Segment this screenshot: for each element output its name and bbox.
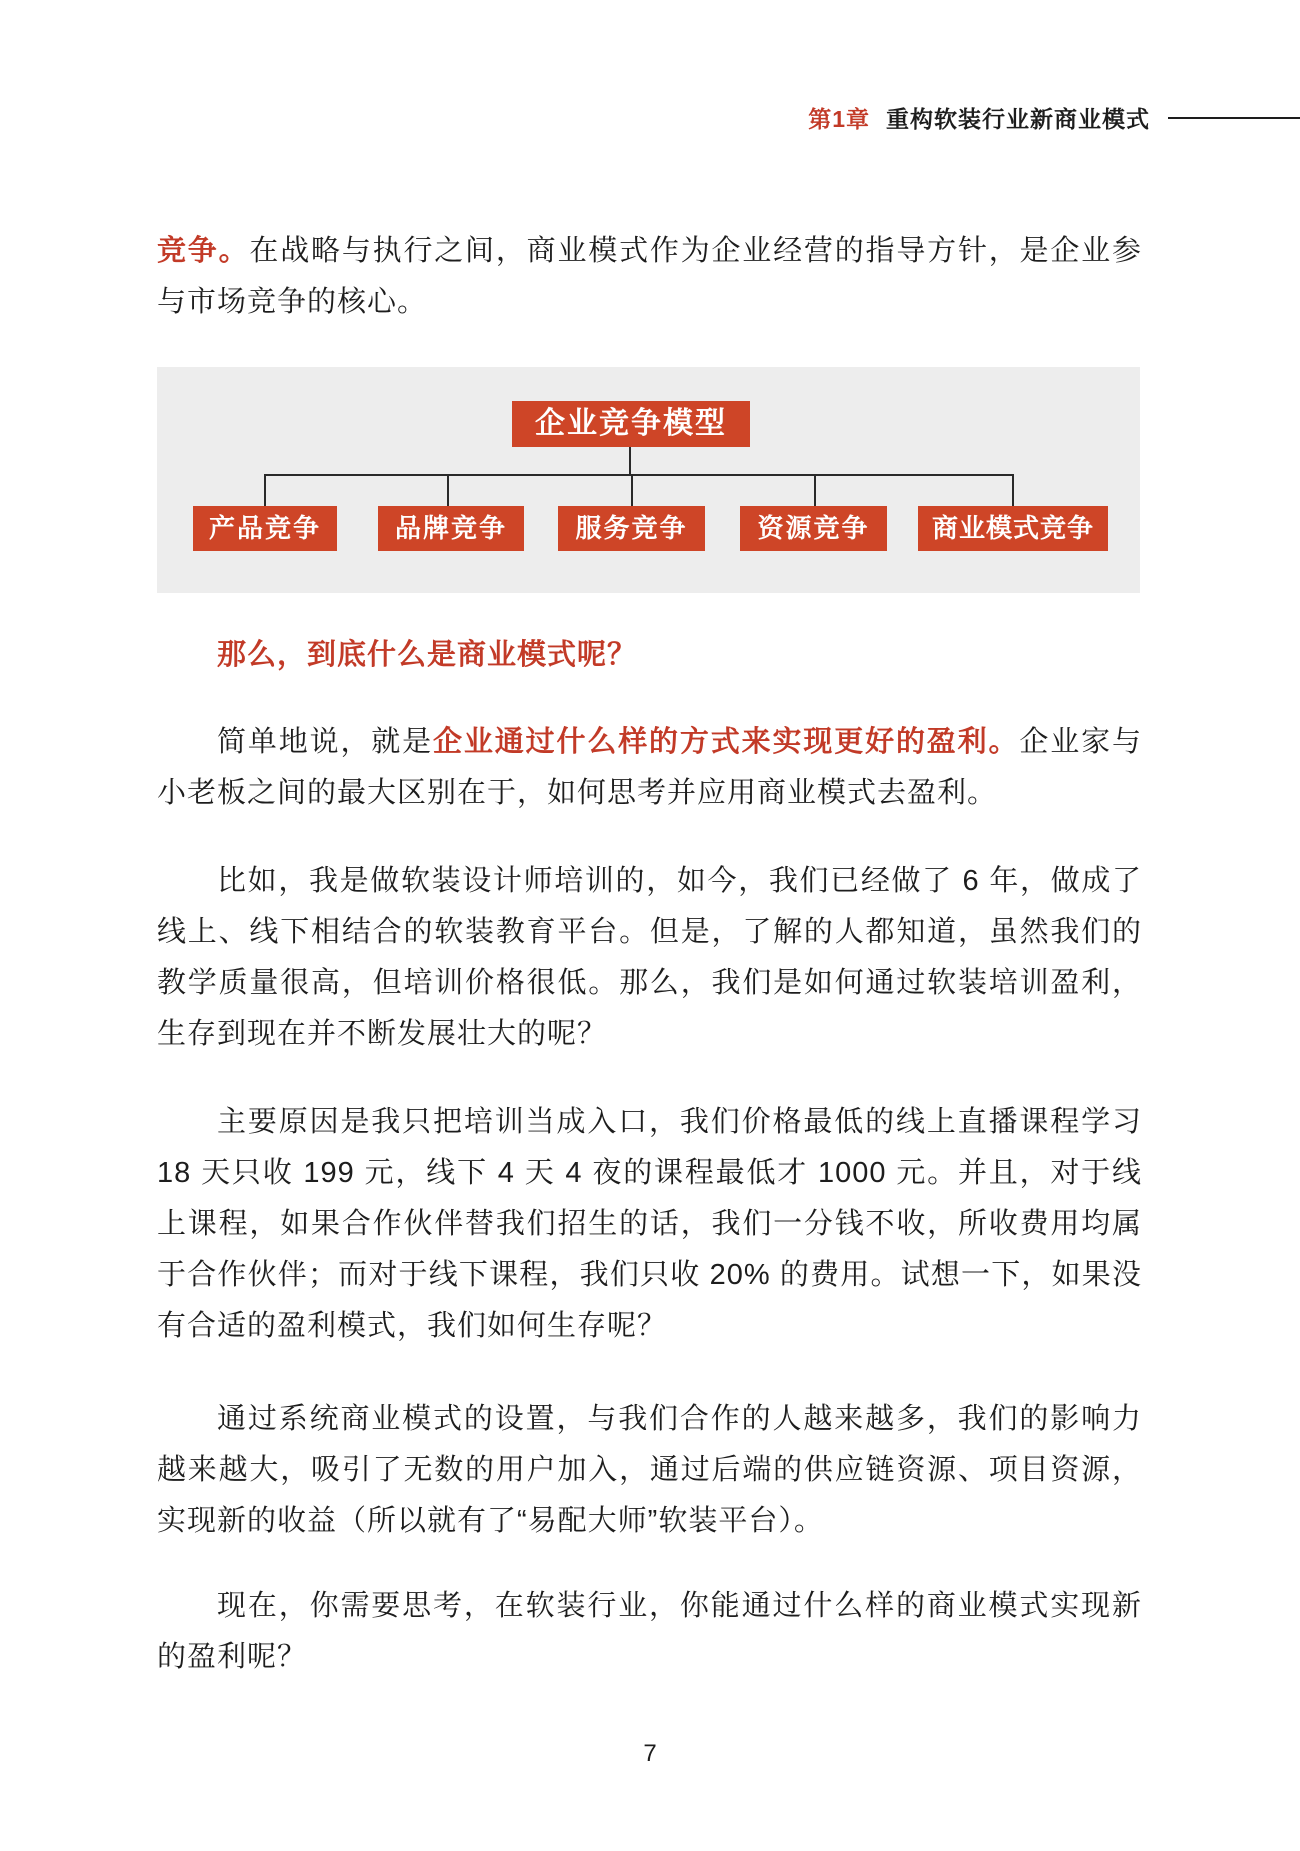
- diagram-child-box: 产品竞争: [193, 506, 337, 551]
- paragraph-2-red-emphasis: 企业通过什么样的方式来实现更好的盈利。: [433, 726, 1020, 758]
- connector-line: [631, 474, 633, 506]
- page-number: 7: [643, 1740, 657, 1767]
- paragraph-1: [157, 226, 1142, 328]
- chapter-title: 重构软装行业新商业模式: [886, 106, 1150, 132]
- paragraph-3: 比如，我是做软装设计师培训的，如今，我们已经做了 6 年，做成了线上、线下相结合的软装教育平台。但是，了解的人都知道，虽然我们的教学质量很高，但培训价格很低。那么，我们是如何通过软装培训盈利，生存到现在并不断发展壮大的呢？: [157, 865, 1142, 1050]
- header-rule: [1168, 117, 1300, 119]
- connector-line: [814, 474, 816, 506]
- competition-model-diagram: [157, 367, 1140, 593]
- running-header: [808, 101, 1300, 134]
- paragraph-1-red-lead: 竞争。: [157, 235, 250, 267]
- paragraph-1-text: 在战略与执行之间，商业模式作为企业经营的指导方针，是企业参与市场竞争的核心。: [157, 235, 1142, 318]
- paragraph-2-text: 企业家与小老板之间的最大区别在于，如何思考并应用商业模式去盈利。: [157, 726, 1142, 809]
- connector-line: [447, 474, 449, 506]
- paragraph-2-lead: 简单地说，就是: [217, 726, 434, 758]
- connector-line: [264, 474, 266, 506]
- connector-line: [629, 447, 631, 474]
- paragraph-2: [157, 717, 1142, 819]
- chapter-number: 第1章: [808, 106, 870, 132]
- paragraph-5: 通过系统商业模式的设置，与我们合作的人越来越多，我们的影响力越来越大，吸引了无数的用户加入，通过后端的供应链资源、项目资源，实现新的收益（所以就有了“易配大师”软装平台）。: [157, 1403, 1142, 1537]
- connector-line: [265, 474, 1013, 476]
- diagram-child-box: 资源竞争: [740, 506, 887, 551]
- diagram-child-box: 服务竞争: [558, 506, 705, 551]
- diagram-root-box: 企业竞争模型: [512, 401, 750, 447]
- paragraph-6: 现在，你需要思考，在软装行业，你能通过什么样的商业模式实现新的盈利呢？: [157, 1590, 1142, 1673]
- diagram-child-box: 品牌竞争: [378, 506, 524, 551]
- connector-line: [1012, 474, 1014, 506]
- paragraph-4: 主要原因是我只把培训当成入口，我们价格最低的线上直播课程学习 18 天只收 199 元，线下 4 天 4 夜的课程最低才 1000 元。并且，对于线上课程，如果合作伙伴替我们招生的话，我们一分钱不收，所收费用均属于合作伙伴；而对于线下课程，我们只收 20% 的费用。试想一下，如果没有合适的盈利模式，我们如何生存呢？: [157, 1106, 1142, 1342]
- diagram-child-box: 商业模式竞争: [918, 506, 1108, 551]
- section-heading: 那么，到底什么是商业模式呢？: [217, 639, 638, 671]
